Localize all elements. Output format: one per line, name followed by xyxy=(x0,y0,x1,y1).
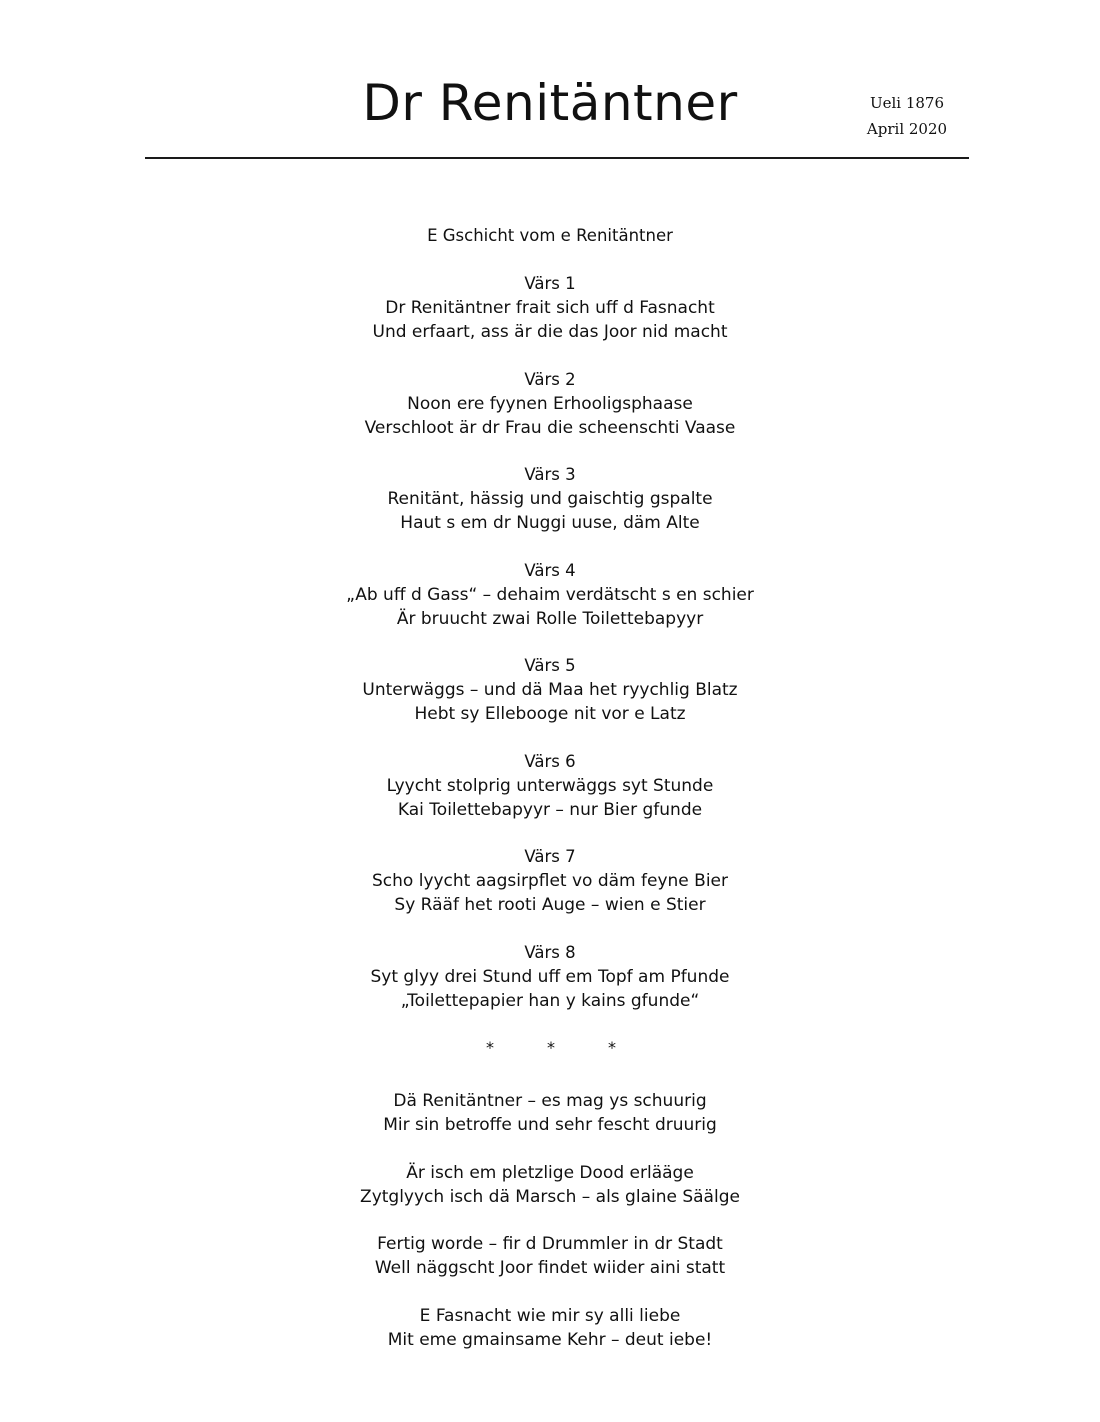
epilogue-line: Fertig worde – fir d Drummler in dr Stadt xyxy=(377,1234,723,1254)
asterisk: * xyxy=(486,1038,494,1057)
verse-6 xyxy=(0,750,1100,822)
verse-heading: Värs 3 xyxy=(524,465,576,484)
verse-5 xyxy=(0,654,1100,726)
verse-heading: Värs 8 xyxy=(524,942,576,962)
verse-line: Kai Toilettebapyyr – nur Bier gfunde xyxy=(397,799,703,820)
epilogue-line: Mit eme gmainsame Kehr – deut iebe! xyxy=(387,1329,713,1350)
epilogue-line: Är isch em pletzlige Dood erlääge xyxy=(406,1162,694,1183)
author-label: Ueli 1876 xyxy=(869,94,945,112)
verse-line: „Ab uff d Gass“ – dehaim verdätscht s en schier xyxy=(346,584,754,605)
verse-line: Noon ere fyynen Erhooligsphaase xyxy=(407,393,693,414)
poem xyxy=(0,224,1100,1375)
epilogue-line: Well näggscht Joor findet wiider aini statt xyxy=(374,1258,726,1278)
epilogue-stanza-3 xyxy=(0,1232,1100,1280)
header-divider xyxy=(145,157,969,159)
page-title: Dr Renitäntner xyxy=(362,74,738,132)
asterisk: * xyxy=(547,1038,555,1057)
epilogue-stanza-1 xyxy=(0,1089,1100,1137)
verse-heading: Värs 6 xyxy=(524,751,576,771)
verse-4 xyxy=(0,559,1100,631)
verse-line: Är bruucht zwai Rolle Toilettebapyyr xyxy=(396,608,704,629)
header-meta xyxy=(852,90,962,142)
epilogue-line: Dä Renitäntner – es mag ys schuurig xyxy=(393,1091,707,1111)
verse-7 xyxy=(0,845,1100,917)
verse-heading: Värs 7 xyxy=(524,847,576,866)
verse-line: Unterwäggs – und dä Maa het ryychlig Blatz xyxy=(362,680,738,700)
verse-heading: Värs 1 xyxy=(524,274,576,293)
verse-line: Und erfaart, ass är die das Joor nid macht xyxy=(372,322,728,342)
epilogue-line: Zytglyych isch dä Marsch – als glaine Säälge xyxy=(360,1186,740,1207)
verse-line: Verschloot är dr Frau die scheenschti Vaase xyxy=(364,417,736,438)
verse-line: Haut s em dr Nuggi uuse, däm Alte xyxy=(400,513,700,533)
verse-1 xyxy=(0,272,1100,344)
verse-heading: Värs 5 xyxy=(524,656,576,675)
verse-line: Sy Rääf het rooti Auge – wien e Stier xyxy=(394,895,706,915)
page-header xyxy=(0,0,1100,160)
date-label: April 2020 xyxy=(866,120,948,138)
epilogue-stanza-2 xyxy=(0,1161,1100,1209)
asterism-divider xyxy=(0,1036,1100,1060)
verse-heading: Värs 2 xyxy=(524,369,576,389)
verse-line: Renitänt, hässig und gaischtig gspalte xyxy=(387,489,713,509)
verse-line: „Toilettepapier han y kains gfunde“ xyxy=(400,990,700,1011)
verse-line: Dr Renitäntner frait sich uff d Fasnacht xyxy=(385,298,715,318)
verse-8 xyxy=(0,941,1100,1013)
epilogue-line: Mir sin betroffe und sehr fescht druurig xyxy=(383,1115,717,1135)
verse-3 xyxy=(0,463,1100,535)
asterisk: * xyxy=(608,1038,616,1057)
epilogue-stanza-4 xyxy=(0,1304,1100,1352)
epilogue-line: E Fasnacht wie mir sy alli liebe xyxy=(419,1305,681,1326)
verse-2 xyxy=(0,368,1100,440)
verse-line: Lyycht stolprig unterwäggs syt Stunde xyxy=(386,775,714,796)
verse-line: Syt glyy drei Stund uff em Topf am Pfunde xyxy=(370,966,730,987)
verse-line: Hebt sy Ellebooge nit vor e Latz xyxy=(414,704,686,724)
verse-heading: Värs 4 xyxy=(524,560,576,580)
poem-subtitle: E Gschicht vom e Renitäntner xyxy=(427,226,673,245)
verse-line: Scho lyycht aagsirpflet vo däm feyne Bier xyxy=(372,871,728,891)
